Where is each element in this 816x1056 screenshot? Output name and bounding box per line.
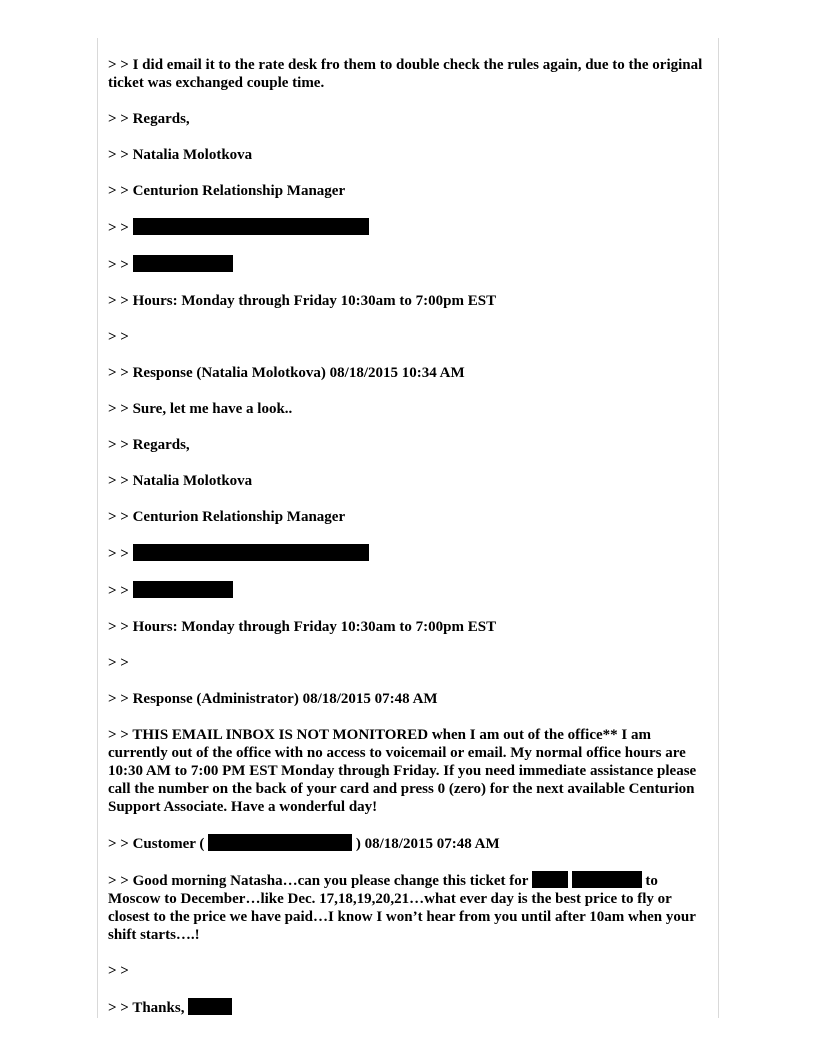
quote-prefix: > > [108,257,133,273]
sender-name: > > Natalia Molotkova [108,147,253,163]
redacted-phone-line [108,581,706,600]
redacted-phone-line [108,255,706,274]
sender-title: > > Centurion Relationship Manager [108,509,346,525]
sender-title: > > Centurion Relationship Manager [108,183,346,199]
redacted-contact-line [108,218,706,237]
customer-header [108,834,706,853]
email-signoff: > > Regards, [108,437,190,453]
redaction-block [532,871,568,888]
quote-marker-line: > > [108,329,129,345]
redaction-block [188,998,232,1015]
right-margin-rule [718,38,719,1018]
customer-header-suffix: ) 08/18/2015 07:48 AM [352,836,500,852]
redaction-block [133,255,233,272]
office-hours: > > Hours: Monday through Friday 10:30am to 7:00pm EST [108,619,497,635]
email-paragraph: > > Sure, let me have a look.. [108,401,293,417]
thanks-text: > > Thanks, [108,1000,189,1016]
quote-prefix: > > [108,583,133,599]
redaction-block [208,834,352,851]
office-hours: > > Hours: Monday through Friday 10:30am to 7:00pm EST [108,293,497,309]
email-signoff: > > Regards, [108,111,190,127]
quote-prefix: > > [108,546,133,562]
redaction-block [133,581,233,598]
redaction-block [572,871,642,888]
response-header: > > Response (Natalia Molotkova) 08/18/2015 10:34 AM [108,365,465,381]
left-margin-rule [97,38,98,1018]
customer-signoff [108,998,706,1017]
auto-reply-paragraph: > > THIS EMAIL INBOX IS NOT MONITORED when I am out of the office** I am currently out of the office with no access to voicemail or email. My normal office hours are 10:30 AM to 7:00 PM EST Monday through Friday. If you need immediate assistance please call the number on the back of your card and press 0 (zero) for the next available Centurion Support Associate. Have a wonderful day! [108,727,697,815]
quote-marker-line: > > [108,655,129,671]
sender-name: > > Natalia Molotkova [108,473,253,489]
customer-message-start: > > Good morning Natasha…can you please change this ticket for [108,873,532,889]
customer-header-prefix: > > Customer ( [108,836,209,852]
email-paragraph: > > I did email it to the rate desk fro them to double check the rules again, due to the original ticket was exchanged couple time. [108,57,703,91]
quote-marker-line: > > [108,963,129,979]
email-thread-body [108,56,706,1035]
redaction-block [133,544,369,561]
response-header: > > Response (Administrator) 08/18/2015 07:48 AM [108,691,438,707]
redacted-contact-line [108,544,706,563]
customer-message [108,871,706,944]
customer-message-rest: to Moscow to December…like Dec. 17,18,19,20,21…what ever day is the best price to fly or closest to the price we have paid…I know I won’t hear from you until after 10am when your shift starts….! [108,873,696,943]
quote-prefix: > > [108,220,133,236]
redaction-block [133,218,369,235]
